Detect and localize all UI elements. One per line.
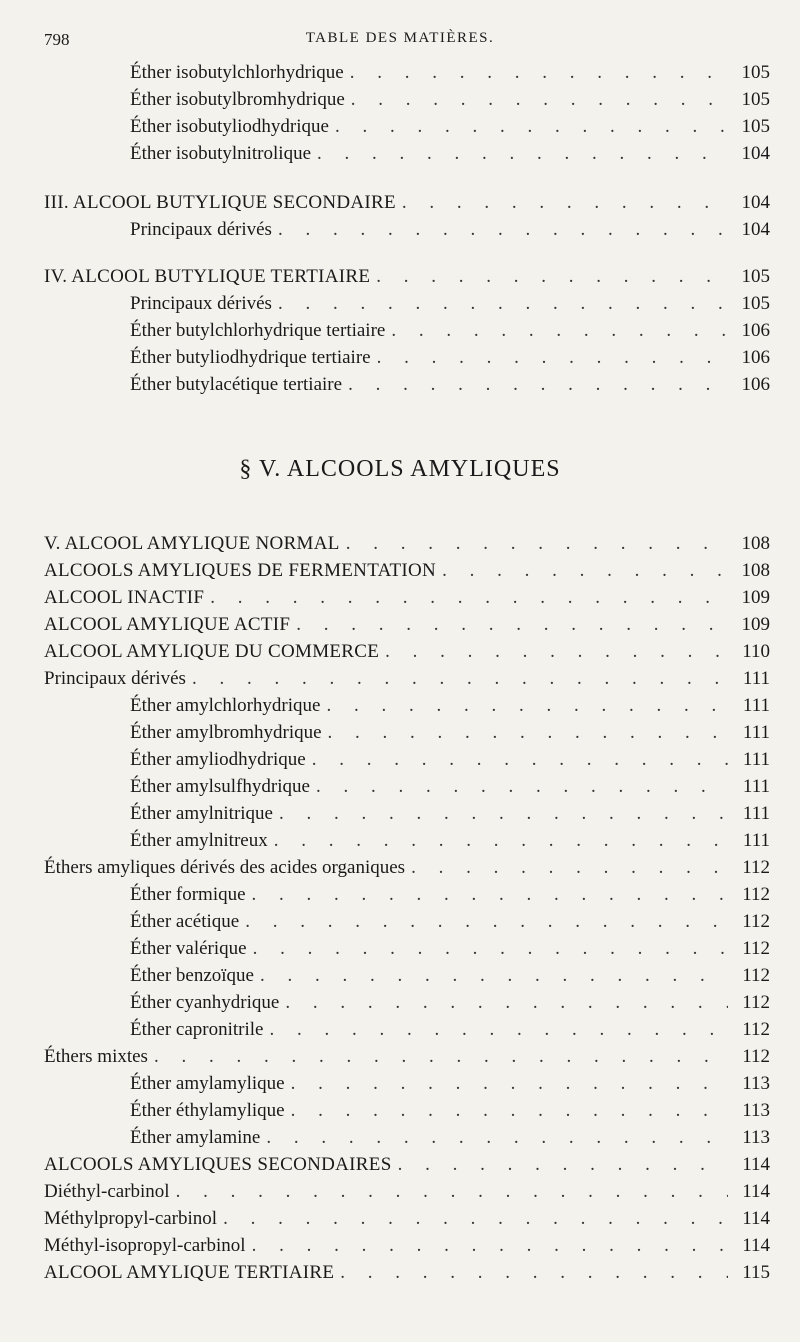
toc-entry: IV. ALCOOL BUTYLIQUE TERTIAIRE . . . 105 xyxy=(0,266,800,292)
toc-entry: Éther cyanhydrique . . . 112 xyxy=(0,992,800,1018)
toc-entry: ALCOOL AMYLIQUE TERTIAIRE . . . 115 xyxy=(0,1262,800,1288)
toc-entry: Éther amylnitrique . . . 111 xyxy=(0,803,800,829)
toc-entry: Principaux dérivés . . . 105 xyxy=(0,293,800,319)
toc-entry: Éther amylbromhydrique . . . 111 xyxy=(0,722,800,748)
toc-entry: Éther acétique . . . 112 xyxy=(0,911,800,937)
section-heading: § V. ALCOOLS AMYLIQUES xyxy=(239,456,561,482)
toc-entry: Éther butyliodhydrique tertiaire . . . 106 xyxy=(0,347,800,373)
toc-entry: ALCOOL AMYLIQUE DU COMMERCE . . . 110 xyxy=(0,641,800,667)
running-title: TABLE DES MATIÈRES. xyxy=(305,30,495,46)
toc-entry: V. ALCOOL AMYLIQUE NORMAL . . . 108 xyxy=(0,533,800,559)
toc-entry: III. ALCOOL BUTYLIQUE SECONDAIRE . . . 104 xyxy=(0,192,800,218)
toc-entry: Éther amylamine . . . 113 xyxy=(0,1127,800,1153)
toc-entry: Éther amylamylique . . . 113 xyxy=(0,1073,800,1099)
toc-entry: Éther formique . . . 112 xyxy=(0,884,800,910)
toc-entry: Éther benzoïque . . . 112 xyxy=(0,965,800,991)
toc-entry: Éthers mixtes . . . 112 xyxy=(0,1046,800,1072)
toc-entry: Éther isobutylbromhydrique . . . 105 xyxy=(0,89,800,115)
toc-entry: ALCOOL AMYLIQUE ACTIF . . . 109 xyxy=(0,614,800,640)
toc-entry: Éther amylsulfhydrique . . . 111 xyxy=(0,776,800,802)
toc-entry: Éther amyliodhydrique . . . 111 xyxy=(0,749,800,775)
toc-entry: Méthylpropyl-carbinol . . . 114 xyxy=(0,1208,800,1234)
toc-entry: ALCOOL INACTIF . . . 109 xyxy=(0,587,800,613)
toc-entry: ALCOOLS AMYLIQUES SECONDAIRES . . . 114 xyxy=(0,1154,800,1180)
toc-entry: Principaux dérivés . . . 111 xyxy=(0,668,800,694)
toc-entry: Éther butylchlorhydrique tertiaire . . . 106 xyxy=(0,320,800,346)
toc-entry: Diéthyl-carbinol . . . 114 xyxy=(0,1181,800,1207)
toc-entry: Éther capronitrile . . . 112 xyxy=(0,1019,800,1045)
toc-entry: Éthers amyliques dérivés des acides organiques . . . 112 xyxy=(0,857,800,883)
toc-entry: Éther isobutylnitrolique . . . 104 xyxy=(0,143,800,169)
toc-entry: Éther amylnitreux . . . 111 xyxy=(0,830,800,856)
toc-entry: Éther isobutyliodhydrique . . . 105 xyxy=(0,116,800,142)
toc-entry: Principaux dérivés . . . 104 xyxy=(0,219,800,245)
toc-entry: Éther isobutylchlorhydrique . . . 105 xyxy=(0,62,800,88)
toc-entry: Éther éthylamylique . . . 113 xyxy=(0,1100,800,1126)
page-number: 798 xyxy=(44,30,70,49)
toc-entry: Méthyl-isopropyl-carbinol . . . 114 xyxy=(0,1235,800,1261)
toc-entry: Éther butylacétique tertiaire . . . 106 xyxy=(0,374,800,400)
toc-entry: ALCOOLS AMYLIQUES DE FERMENTATION . . . 108 xyxy=(0,560,800,586)
toc-entry: Éther valérique . . . 112 xyxy=(0,938,800,964)
toc-entry: Éther amylchlorhydrique . . . 111 xyxy=(0,695,800,721)
